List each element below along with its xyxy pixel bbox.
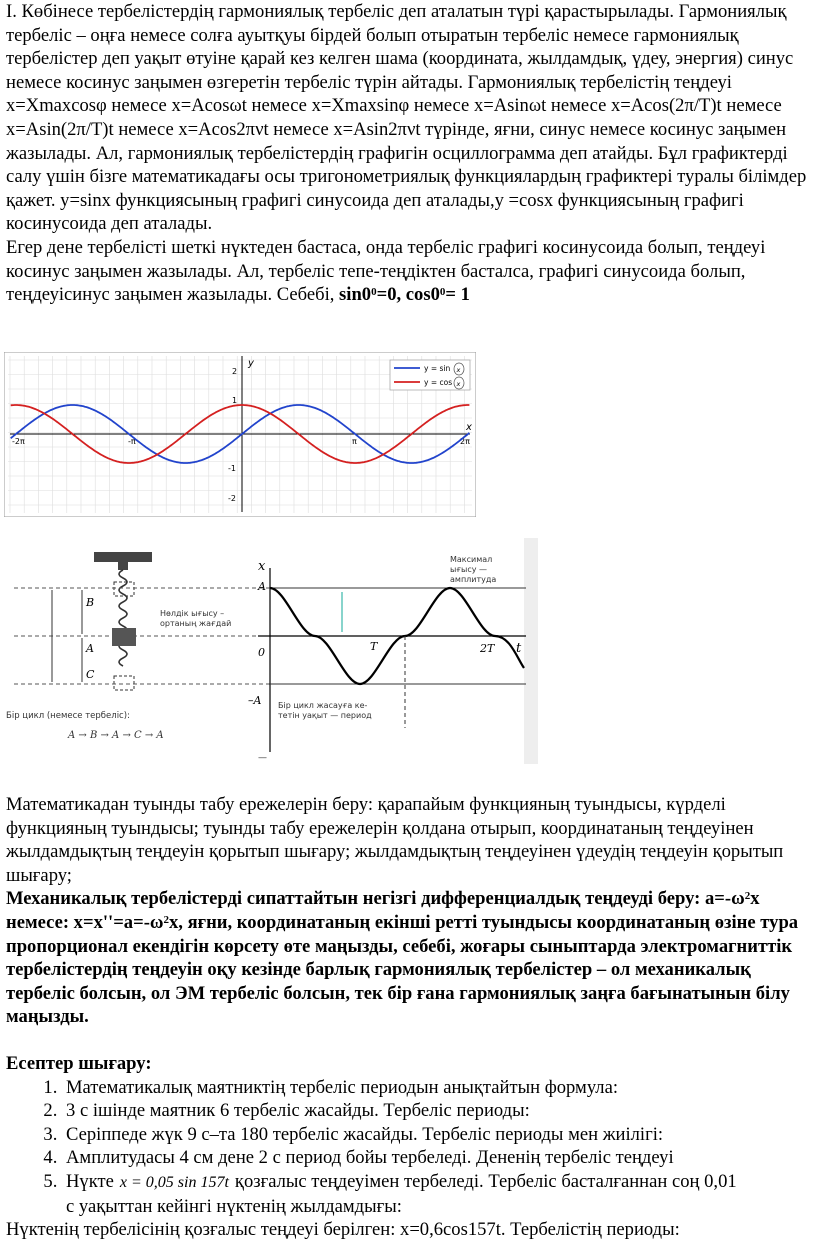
spring-mount — [94, 552, 152, 562]
label-2T: 2T — [480, 642, 495, 655]
list-item: 2. 3 с ішінде маятник 6 тербеліс жасайды. Тербеліс периоды: — [62, 1099, 814, 1123]
list-item: 4. Амплитудасы 4 см дене 2 с период бойы тербеледі. Дененің тербеліс теңдеуі — [62, 1146, 814, 1170]
tick-y-minus2: -2 — [228, 494, 236, 503]
legend-sin-label: y = sin — [424, 364, 451, 373]
legend-arg-cos: x — [456, 380, 461, 388]
intro-paragraph-2 — [6, 236, 814, 307]
derivative-paragraph: Математикадан туынды табу ережелерін беру: қарапайым функцияның туындысы, күрделі функцияның туындысы; туынды табу ережелерін қолдана отырып, координатаның теңдеуінен жылдамдықтың теңдеуін қорытып шығару; жылдамдықтың теңдеуінен үдеудің теңдеуін қорытып шығару; — [6, 794, 784, 886]
mass-equilibrium — [112, 628, 136, 646]
square-sup: 2 — [163, 913, 169, 926]
list-item — [62, 1170, 814, 1218]
diff-eq-part-c: x, яғни, координатаның екінші ретті туындысы координатаның өзіне тура пропорционал екендігін көрсету өте маңызды, себебі, жоғары сыныптарда электромагниттік тербелістердің теңдеуін оқу кезінде барлық гармониялық тербелістер – ол механикалық тербеліс болсын, ол ЭМ тербеліс болсын, тек бір ғана гармониялық заңға бағынатынын білу маңызды. — [6, 911, 799, 1028]
last-line: Нүктенің тербелісінің қозғалыс теңдеуі берілген: x=0,6cos157t. Тербелістің периоды: — [6, 1219, 680, 1241]
cycle-sequence: A → B → A → C → A — [68, 730, 164, 741]
svg-text:—: — — [258, 753, 267, 763]
tick-x-minuspi: -π — [128, 437, 136, 446]
tick-x-pi: π — [352, 437, 357, 446]
list-item: 3. Серіппеде жүк 9 с–та 180 тербеліс жасайды. Тербеліс периоды мен жиілігі: — [62, 1123, 814, 1147]
sin-cos-graph — [4, 352, 476, 517]
label-B: B — [86, 596, 95, 609]
tick-y-minus1: -1 — [228, 464, 236, 473]
square-sup: 2 — [744, 890, 751, 903]
item5-formula: x = 0,05 sin 157t — [119, 1173, 229, 1191]
legend-arg-sin: x — [456, 366, 461, 374]
differential-equation-paragraph — [6, 887, 814, 1029]
tick-x-2pi: 2π — [460, 437, 470, 446]
sin-zero: sin0 — [339, 284, 372, 306]
item5-lead: Нүкте — [66, 1170, 114, 1192]
label-A: A — [258, 580, 266, 593]
label-minus-A: –A — [248, 694, 262, 707]
sin-cos-figure — [4, 352, 476, 517]
label-zero: 0 — [258, 646, 265, 659]
label-C: C — [86, 668, 95, 681]
intro-block — [6, 0, 814, 307]
label-A-mass: A — [86, 642, 94, 655]
item5-text-2: с уақыттан кейінгі нүктенің жылдамдығы: — [66, 1195, 402, 1217]
label-t: t — [516, 641, 522, 656]
problems-list — [6, 1076, 814, 1219]
tick-y-1: 1 — [232, 396, 238, 405]
diff-eq-part-a: Механикалық тербелістерді сипаттайтын негізгі дифференциалдық теңдеуді беру: a=-ω — [6, 888, 745, 910]
cos-zero: =0, cos0 — [376, 284, 440, 306]
list-item: 1. Математикалық маятниктің тербеліс периодын анықтайтын формула: — [62, 1076, 814, 1100]
methods-section — [6, 793, 814, 1242]
degree-sup: 0 — [439, 286, 446, 299]
equals-one: = 1 — [445, 284, 470, 306]
label-T: T — [370, 640, 378, 653]
legend-cos-label: y = cos — [424, 378, 453, 387]
tick-x-minus2pi: -2π — [12, 437, 25, 446]
diff-eq-part-b: x немесе: x=x''=a=-ω — [6, 888, 760, 933]
label-x: x — [258, 559, 266, 574]
legend — [390, 360, 470, 390]
degree-sup: 0 — [371, 286, 377, 299]
tick-y-2: 2 — [232, 367, 238, 376]
cycle-label: Бір цикл (немесе тербеліс): — [6, 711, 130, 721]
paragraph-2-text: Егер дене тербелісті шеткі нүктеден бастаса, онда тербеліс графигі косинусоида болып, теңдеуі косинус заңымен жазылады. Ал, тербеліс тепе-теңдіктен басталса, графигі синусоида болып, теңдеуісинус заңымен жазылады. Себебі, — [6, 236, 766, 306]
note-max: Максимал ығысу — амплитуда — [450, 555, 497, 584]
note-period: Бір цикл жасауға ке-тетін уақыт — период — [278, 701, 372, 720]
intro-paragraph: І. Көбінесе тербелістердің гармониялық тербеліс деп аталатын түрі қарастырылады. Гармониялық тербеліс – оңға немесе солға ауытқуы бірдей болып отыратын тербеліс немесе гармониялық тербелістер деп уақыт өтуіне қарай кез келген шама (координата, жылдамдық, үдеу, энергия) синус немесе косинус заңымен өзгеретін тербеліс түрін айтады. Гармониялық тербелістің теңдеуі x=Xmaxcosφ немесе x=Acosωt немесе x=Xmaxsinφ немесе x=Asinωt немесе x=Acos(2π/T)t немесе x=Asin(2π/T)t немесе x=Acos2πνt немесе x=Asin2πνt түрінде, яғни, синус немесе косинус заңымен жазылады. Ал, гармониялық тербелістердің графигін осциллограмма деп атайды. Бұл графиктерді салу үшін бізге математикадағы осы тригонометриялық функциялардың графиктері туралы білімдер қажет. y=sinx функциясының графигі синусоида деп аталады,y =cosx функциясының графигі косинусоида деп аталады. — [6, 1, 807, 235]
item5-text: қозғалыс теңдеуімен тербеледі. Тербеліс басталғаннан соң 0,01 — [234, 1170, 737, 1192]
spring-oscillation-figure — [2, 538, 538, 764]
problems-heading: Есептер шығару: — [6, 1052, 152, 1074]
y-axis-label: y — [248, 358, 254, 369]
x-axis-label: x — [466, 422, 472, 433]
oscillation-diagram — [2, 538, 538, 764]
note-equilibrium: Нөлдік ығысу – ортаның жағдай — [160, 609, 232, 628]
